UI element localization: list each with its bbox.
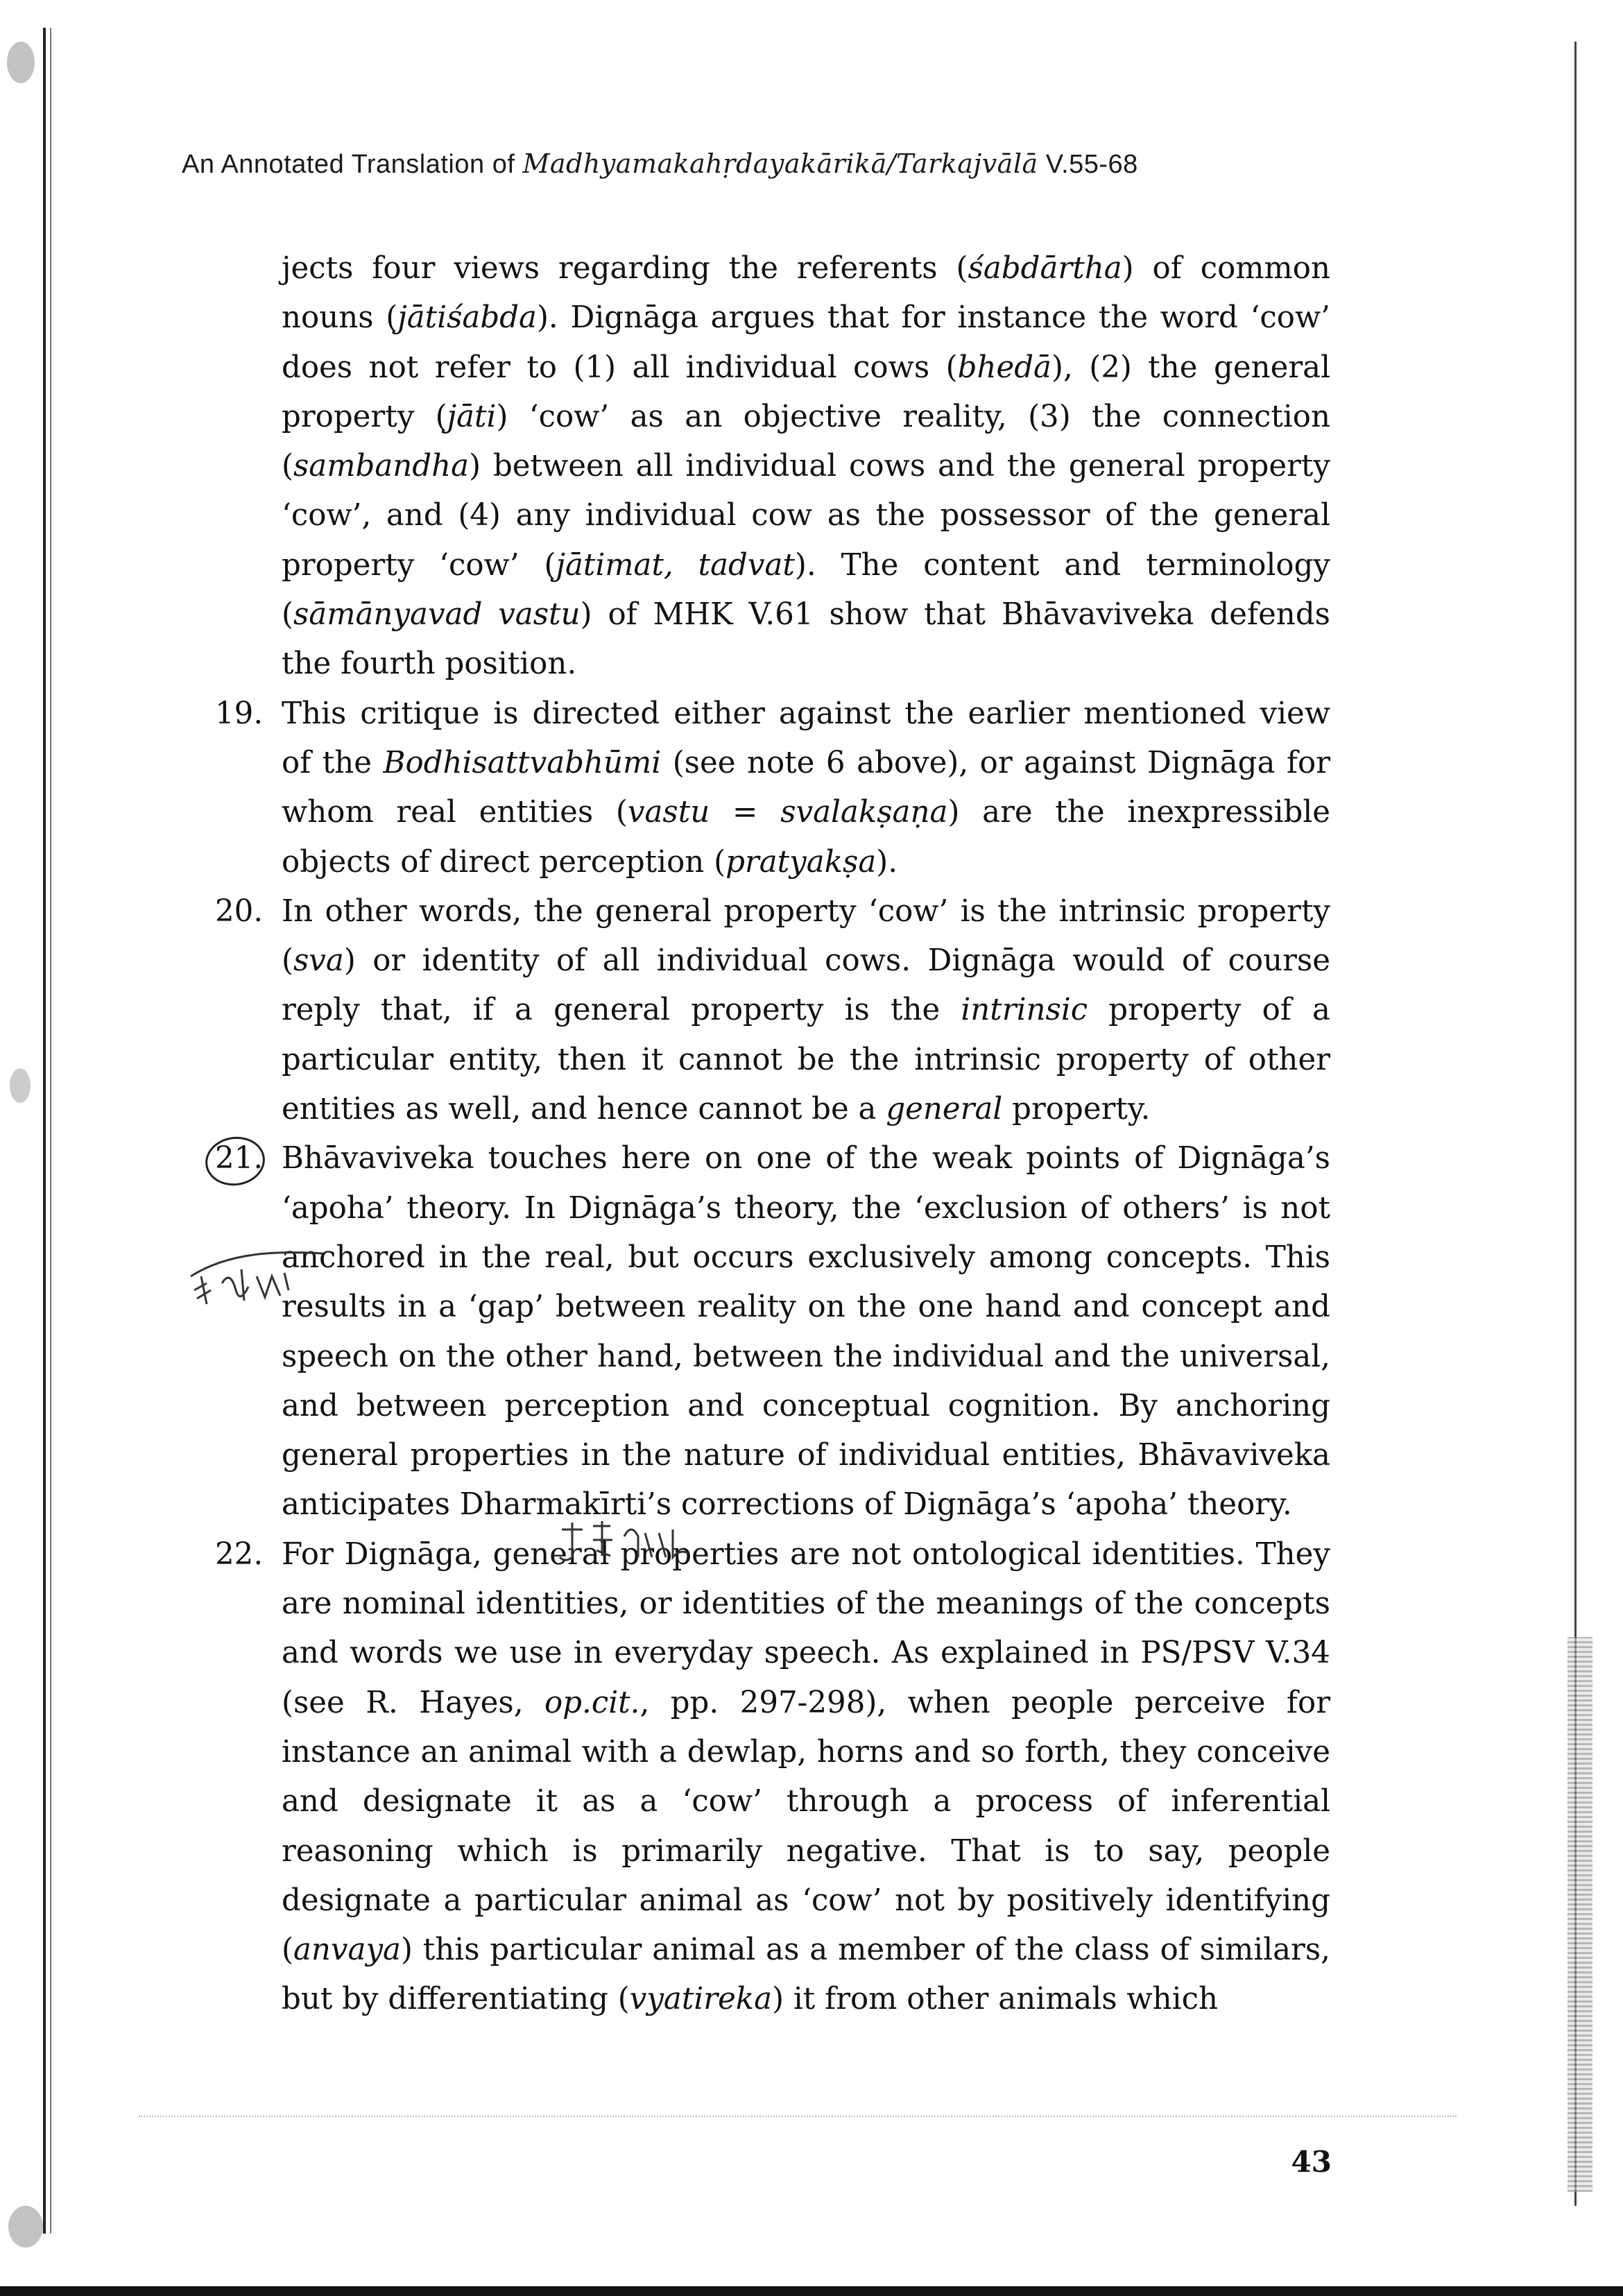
- scan-speckle: [10, 1068, 31, 1103]
- footnote-number-text: 21.: [215, 1141, 264, 1176]
- circled-number: [215, 1134, 263, 1183]
- text-segment: ). Dignāga argues that for instance the word ‘cow’ does not refer to (1) all individual cows (: [282, 300, 1331, 385]
- handwritten-annotation: [187, 1256, 305, 1318]
- page-number: 43: [1291, 2145, 1332, 2179]
- footnote-number: 20.: [215, 893, 264, 929]
- footnote-20: [215, 887, 1330, 1134]
- scan-right-edge: [1554, 42, 1595, 2206]
- italic-term: sambandha: [293, 449, 470, 484]
- header-prefix: An Annotated Translation of: [182, 150, 523, 179]
- italic-term: bhedā: [957, 350, 1051, 385]
- scan-dotted-line: [139, 2116, 1457, 2117]
- text-segment: jects four views regarding the referents (: [282, 251, 968, 286]
- scan-bottom-edge: [0, 2286, 1623, 2296]
- header-suffix: V.55-68: [1038, 150, 1138, 179]
- text-segment: property of a particular entity, then it cannot be the intrinsic property of other entities as well, and hence cannot be a: [282, 993, 1330, 1127]
- text-segment: =: [710, 795, 781, 830]
- text-segment: Bhāvaviveka touches here on one of the weak points of Dignāga’s ‘apoha’ theory. In Dignāga’s theory, the ‘exclusion of others’ is not anchored in the real, but occurs exclusively among concepts. This results in a ‘gap’ between reality on the one hand and concept and speech on the other hand, between the individual and the universal, and between perception and conceptual cognition. By anchoring general properties in the nature of individual entities, Bhāvaviveka anticipates Dharmakīrti’s corrections of Dignāga’s ‘apoha’ theory.: [282, 1141, 1330, 1523]
- running-header: [182, 148, 1319, 180]
- italic-term: jātiśabda: [397, 300, 537, 336]
- scan-speckle: [8, 2206, 43, 2247]
- italic-term: intrinsic: [961, 993, 1088, 1028]
- footnote-22: [215, 1530, 1330, 2025]
- text-segment: ) of common nouns (: [282, 251, 1331, 336]
- text-segment: ) ‘cow’ as an objective reality, (3) the connection (: [282, 399, 1330, 484]
- italic-term: jātimat, tadvat: [556, 547, 795, 583]
- footnote-number: [215, 1134, 270, 1183]
- scan-speckle: [7, 42, 35, 83]
- italic-term: sāmānyavad vastu: [293, 597, 581, 633]
- italic-term: general: [886, 1092, 1003, 1127]
- text-segment: ).: [876, 844, 898, 880]
- italic-term: vyatireka: [629, 1982, 773, 2017]
- text-segment: , pp. 297-298), when people perceive for instance an animal with a dewlap, horns and so forth, they conceive and designate it as a ‘cow’ through a process of inferential reasoning which is primarily negative. That is to say, people designate a particular animal as ‘cow’ not by positively identifying (: [282, 1685, 1330, 1968]
- binding-shadow-line-thin: [50, 28, 51, 2234]
- footnote-number: 22.: [215, 1536, 264, 1572]
- footnote-19: [215, 689, 1331, 887]
- italic-term: pratyakṣa: [725, 844, 877, 880]
- italic-term: jāti: [447, 399, 497, 434]
- italic-term: anvaya: [293, 1933, 401, 1968]
- text-segment: This critique is directed either against the earlier mentioned view of the: [282, 696, 1330, 780]
- text-segment: ), (2) the general property (: [282, 350, 1330, 434]
- italic-term: op.cit.: [544, 1685, 640, 1720]
- scan-binding-edge: [0, 0, 62, 2296]
- right-scan-noise: [1568, 1637, 1592, 2192]
- notes-list: [215, 689, 1331, 2025]
- text-segment: ) between all individual cows and the general property ‘cow’, and (4) any individual cow as the possessor of the general property ‘cow’ (: [282, 449, 1330, 583]
- text-segment: For Dignāga, general properties are not ontological identities. They are nominal identities, or identities of the meanings of the concepts and words we use in everyday speech. As explained in PS/PSV V.34 (see R. Hayes,: [282, 1536, 1330, 1720]
- text-segment: ) this particular animal as a member of the class of similars, but by differentiating (: [282, 1933, 1330, 2017]
- text-segment: ) are the inexpressible objects of direct perception (: [282, 795, 1331, 880]
- italic-term: sva: [293, 943, 344, 979]
- header-title: Madhyamakahṛdayakārikā/Tarkajvālā: [522, 148, 1038, 179]
- text-segment: property.: [1002, 1092, 1151, 1127]
- text-segment: ). The content and terminology (: [282, 547, 1331, 633]
- italic-term: svalakṣaṇa: [780, 795, 948, 830]
- italic-term: śabdārtha: [968, 251, 1122, 286]
- italic-term: vastu: [627, 795, 710, 830]
- text-segment: In other words, the general property ‘cow’ is the intrinsic property (: [282, 893, 1330, 979]
- binding-shadow-line: [43, 28, 46, 2234]
- text-segment: ) it from other animals which: [772, 1982, 1218, 2017]
- handwritten-marginal-note: [555, 1516, 714, 1564]
- footnote-21: [215, 1134, 1330, 1530]
- intro-paragraph: [282, 244, 1330, 689]
- text-segment: ) of MHK V.61 show that Bhāvaviveka defends the fourth position.: [282, 597, 1330, 682]
- text-segment: ) or identity of all individual cows. Dignāga would of course reply that, if a general property is the: [282, 943, 1330, 1028]
- notes-body: [215, 244, 1331, 2025]
- footnote-number: 19.: [215, 696, 264, 731]
- italic-term: Bodhisattvabhūmi: [383, 745, 662, 780]
- text-segment: (see note 6 above), or against Dignāga for whom real entities (: [282, 745, 1330, 830]
